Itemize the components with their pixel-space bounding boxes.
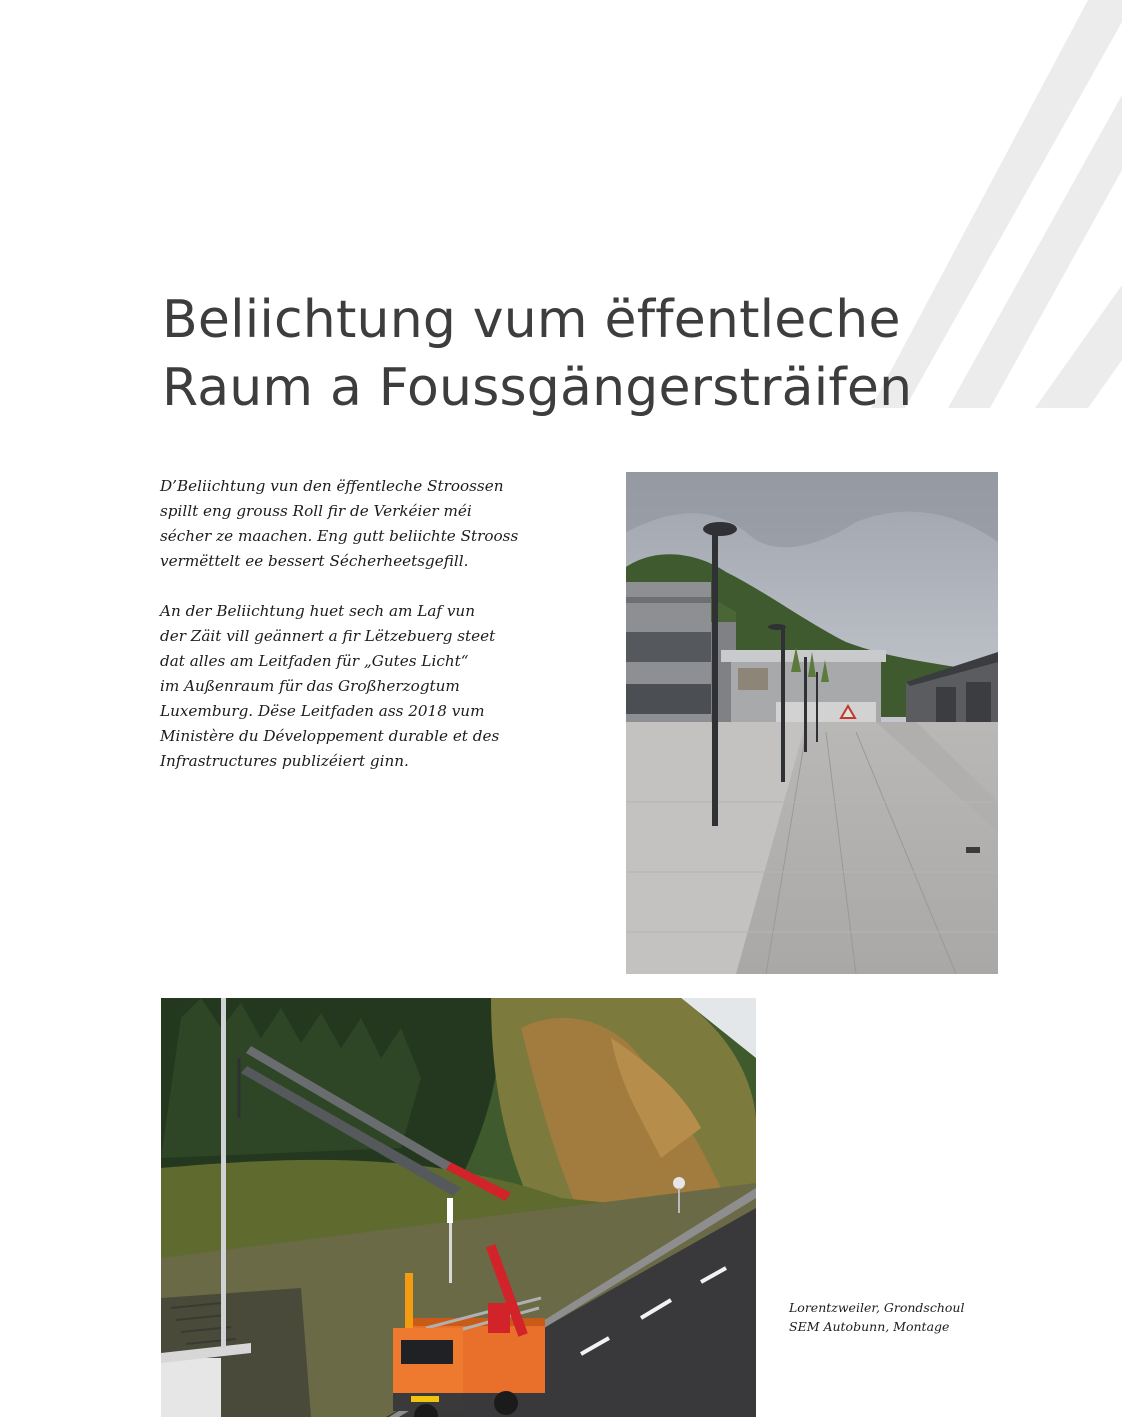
caption-line-1: Lorentzweiler, Grondschoul: [789, 1300, 965, 1315]
caption-line-2: SEM Autobunn, Montage: [789, 1319, 950, 1334]
paragraph-2: An der Beliichtung huet sech am Laf vun der Zäit vill geännert a fir Lëtzebuerg steet dat alles am Leitfaden für „Gutes Licht“ im Außenraum für das Großherzogtum Luxemburg. Dëse Leitfaden ass 2018 vum Ministère du Développement durable et des Infrastructures publizéiert ginn.: [160, 602, 500, 770]
body-text: [160, 474, 540, 799]
photo-caption: [789, 1298, 1089, 1336]
page-title-line-2: Raum a Foussgängersträifen: [162, 358, 913, 418]
page-title: [162, 286, 922, 422]
crane-truck-photo: [161, 998, 756, 1417]
page-title-line-1: Beliichtung vum ëffentleche: [162, 290, 901, 350]
paragraph-1: D’Beliichtung vun den ëffentleche Stroossen spillt eng grouss Roll fir de Verkéier méi sécher ze maachen. Eng gutt beliichte Strooss vermëttelt ee bessert Sécherheetsgefill.: [160, 477, 519, 570]
street-lighting-photo: [626, 472, 998, 974]
